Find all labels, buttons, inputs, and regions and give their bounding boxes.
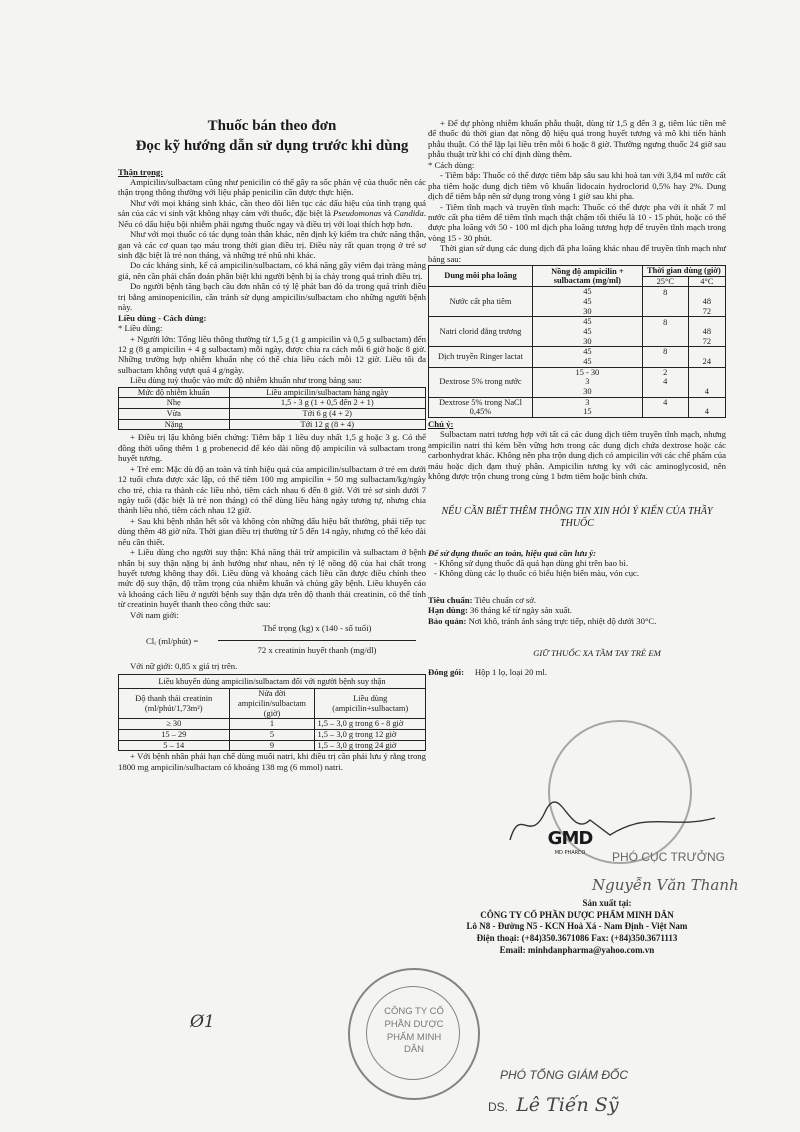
table-row [119, 729, 426, 740]
dosage-severity-intro: Liều dùng tuỳ thuộc vào mức độ nhiễm khuẩn như trong bảng sau: [130, 375, 362, 386]
stamp-text: CÔNG TY CỔ PHẦN DƯỢC PHẨM MINH DÂN [384, 1006, 444, 1056]
severity-table [118, 387, 426, 431]
table-row [429, 347, 726, 367]
formula-lhs: Clᵣ (ml/phút) = [146, 636, 199, 647]
renal-table [118, 674, 426, 752]
table-header-cell: 25°C [642, 276, 688, 287]
table-cell-line: 48 [702, 297, 712, 307]
table-row [119, 387, 426, 398]
right-column [428, 0, 726, 677]
table-cell-line [691, 368, 723, 378]
table-header-cell: Thời gian dùng (giờ) [642, 266, 725, 277]
table-cell-line: 72 [702, 306, 712, 316]
table-cell-line [645, 407, 686, 417]
read-instructions-title: Đọc kỹ hướng dẫn sử dụng trước khi dùng [135, 138, 409, 155]
table-cell: Dextrose 5% trong NaCl 0,45% [429, 397, 533, 417]
precautions-p1: Ampicilin/sulbactam cũng như penicilin có thể gây ra sốc phản vệ của thuốc nên các thận trọng thông thường với liệu pháp penicilin cần được thực hiện. [118, 176, 426, 198]
logo-mark: GMD [547, 828, 593, 849]
table-cell: 1,5 – 3,0 g trong 6 - 8 giờ [315, 719, 426, 730]
compatibility-note: Sulbactam natri tương hợp với tất cả các dung dịch tiêm truyền tĩnh mạch, nhưng ampicilin natri thì kém bền vững hơn trong các dung dịch chứa dextrose hoặc các carbonhydrat khác. Không nên pha trộn dung dịch có ampicilin với các chế phẩm của máu hoặc dịch đạm thuỷ phân. Ampicilin tương kỵ với các aminoglycosid, nên không được trộn chung trong cùng 1 bơm tiêm hoặc bình chứa. [428, 429, 726, 482]
table-cell: 5 – 14 [119, 740, 230, 751]
dosage-duration: + Sau khi bệnh nhân hết sốt và không còn những dấu hiệu bất thường, phải tiếp tục dùng thêm 48 giờ nữa. Thời gian điều trị thường từ 5 đến 14 ngày, nhưng có thể kéo dài nếu cần thiết. [118, 515, 426, 547]
table-cell: Tới 12 g (8 + 4) [229, 419, 425, 430]
clearance-formula [118, 623, 426, 661]
table-cell [688, 287, 725, 317]
table-cell-line [691, 317, 723, 327]
packaging-line: Đóng gói: Hộp 1 lọ, loại 20 ml. [428, 666, 547, 677]
table-cell-line: 45 [583, 347, 592, 357]
advice-text: NẾU CẦN BIẾT THÊM THÔNG TIN XIN HỎI Ý KIẾN CỦA THẦY THUỐC [441, 505, 713, 529]
director-title: PHÓ TỔNG GIÁM ĐỐC [500, 1068, 629, 1082]
table-cell-line: 45 [583, 327, 592, 337]
table-cell: 9 [229, 740, 315, 751]
table-cell: Tới 6 g (4 + 2) [229, 409, 425, 420]
men-label: Với nam giới: [130, 609, 179, 620]
company-address: Lô N8 - Đường N5 - KCN Hoà Xá - Nam Định - Việt Nam [466, 921, 688, 932]
administration-im: - Tiêm bắp: Thuốc có thể được tiêm bắp sâu sau khi hoà tan với 3,84 ml nước cất pha tiêm hoặc dung dịch tiêm vô khuẩn lidocain hydroclorid 0,5% hay 2%. Dung dịch để tiêm bắp nên sử dụng trong vòng 1 giờ sau khi pha. [428, 170, 726, 202]
dilution-intro: Thời gian sử dụng các dung dịch đã pha loãng khác nhau để truyền tĩnh mạch như bảng sau: [428, 243, 726, 264]
table-cell [688, 347, 725, 367]
table-cell: Nhẹ [119, 398, 230, 409]
precautions-p4: Do các kháng sinh, kể cả ampicilin/sulbactam, có khả năng gây viêm đại tràng màng giả, nên cần phải chẩn đoán phân biệt khi người bệnh bị ỉa chảy trong quá trình điều trị. [118, 260, 426, 281]
table-cell: Vừa [119, 409, 230, 420]
table-row [119, 719, 426, 730]
dilution-table-body [429, 287, 726, 418]
director-line [488, 1094, 619, 1117]
note-heading: Chú ý: [428, 418, 454, 429]
table-cell-line: 4 [704, 386, 709, 396]
table-cell-line: 8 [663, 347, 668, 357]
table-cell: Nặng [119, 419, 230, 430]
table-header-cell: Liều ampicilin/sulbactam hàng ngày [229, 387, 425, 398]
table-cell-line: 24 [702, 356, 712, 366]
table-cell-line: 30 [583, 306, 592, 316]
surgery-prophylaxis: + Để dự phòng nhiễm khuẩn phẫu thuật, dùng từ 1,5 g đến 3 g, tiêm lúc tiền mê để thuốc đủ thời gian đạt nồng độ hiệu quả trong huyết tương và mô khi tiến hành phẫu thuật. Có thể lặp lại liều trên mỗi 6 hoặc 8 giờ. Thường ngưng thuốc 24 giờ sau phẫu thuật trừ khi có chỉ định dùng thêm. [428, 118, 726, 160]
table-cell [532, 347, 642, 367]
left-column [118, 0, 426, 772]
precautions-p5: Do người bệnh tăng bạch cầu đơn nhân có tỷ lệ phát ban đỏ da trong quá trình điều trị bằng aminopenicilin, cần tránh sử dụng ampicilin/sulbactam cho những người bệnh này. [118, 281, 426, 313]
table-cell-line: 3 [585, 377, 590, 387]
signature-scribble [500, 800, 720, 850]
table-cell: Dịch truyền Ringer lactat [429, 347, 533, 367]
prescription-title: Thuốc bán theo đơn [207, 118, 337, 134]
table-header-cell: Liều dùng (ampicilin+sulbactam) [315, 689, 426, 719]
safe-use-heading: Để sử dụng thuốc an toàn, hiệu quả cần lưu ý: [428, 547, 597, 558]
dosage-gonorrhea: + Điều trị lậu không biến chứng: Tiêm bắp 1 liều duy nhất 1,5 g hoặc 3 g. Có thể đồng thời uống thêm 1 g probenecid để kéo dài nồng độ ampicilin và sulbactam trong huyết tương. [118, 432, 426, 464]
table-cell-line [691, 398, 723, 408]
table-row [429, 287, 726, 317]
table-cell-line [691, 288, 723, 298]
table-row [429, 397, 726, 417]
table-cell [688, 317, 725, 347]
keep-away-text: GIỮ THUỐC XA TẦM TAY TRẺ EM [533, 648, 661, 659]
table-cell-line: 45 [583, 297, 592, 307]
table-cell [642, 317, 688, 347]
table-cell-line [691, 347, 723, 357]
table-cell-line: 72 [702, 336, 712, 346]
deputy-title: PHÓ CỤC TRƯỞNG [612, 850, 725, 864]
table-caption: Liều khuyến dùng ampicilin/sulbactam đối với người bệnh suy thận [119, 674, 426, 689]
table-cell [642, 397, 688, 417]
precautions-heading: Thận trọng: [118, 166, 164, 177]
table-cell: ≥ 30 [119, 719, 230, 730]
table-cell-line [645, 327, 686, 337]
table-cell [688, 397, 725, 417]
director-prefix: DS. [488, 1100, 509, 1114]
table-cell-line [645, 357, 686, 367]
dosage-adult: + Người lớn: Tổng liều thông thường từ 1,5 g (1 g ampicilin và 0,5 g sulbactam) đến 12 g (8 g ampicilin + 4 g sulbactam) mỗi ngày, được chia ra cách mỗi 6 giờ hoặc 8 giờ. Những trường hợp nhiễm khuẩn nhẹ có thể chia liều cách mỗi 12 giờ. Liều tối đa sulbactam không vượt quá 4 g/ngày. [118, 333, 426, 375]
table-cell-line: 4 [704, 407, 709, 417]
table-cell-line [645, 297, 686, 307]
handwritten-mark: Ø1 [190, 1012, 215, 1032]
expiry-line: Hạn dùng: 36 tháng kể từ ngày sản xuất. [428, 605, 572, 616]
table-cell-line: 2 [663, 367, 668, 377]
table-cell-line [645, 387, 686, 397]
table-cell-line: 4 [663, 397, 668, 407]
table-cell [532, 317, 642, 347]
table-cell [642, 367, 688, 397]
table-cell: 15 – 29 [119, 729, 230, 740]
table-cell [532, 287, 642, 317]
dosage-renal: + Liều dùng cho người suy thận: Khả năng thải trừ ampicilin và sulbactam ở bệnh nhân bị suy thận nặng bị ảnh hưởng như nhau, nên tỷ lệ nồng độ của hai chất trong huyết tương không thay đổi. Liều dùng và khoảng cách liều cần được điều chỉnh theo mức độ suy thận, độ trầm trọng của nhiễm khuẩn và chủng gây bệnh. Liều khuyến cáo và khoảng cách liều ở người bệnh suy thận dựa trên độ thanh thải creatinin, có thể tính từ creatinin huyết thanh theo công thức sau: [118, 547, 426, 610]
table-header-cell: Nửa đời ampicilin/sulbactam (giờ) [229, 689, 315, 719]
dosage-heading: Liều dùng - Cách dùng: [118, 312, 207, 323]
table-cell-line: 8 [663, 287, 668, 297]
dosage-children: + Trẻ em: Mặc dù độ an toàn và tính hiệu quả của ampicilin/sulbactam ở trẻ em dưới 12 tuổi chưa được xác lập, có thể tiêm 100 mg ampicilin + 50 mg sulbactam/kg/ngày cho trẻ, chia ra thành các liều nhỏ, tiêm cách nhau 6 đến 8 giờ. Với trẻ sơ sinh dưới 7 ngày tuổi (đặc biệt là trẻ non tháng) có thể dùng liều hàng ngày tương tự, nhưng chia thành liều nhỏ, tiêm cách nhau 12 giờ. [118, 463, 426, 516]
table-header-cell: Nồng độ ampicilin + sulbactam (mg/ml) [532, 266, 642, 287]
table-cell-line: 4 [663, 377, 668, 387]
table-row [429, 367, 726, 397]
logo-caption: MD PHARCO [554, 849, 586, 856]
formula-denominator: 72 x creatinin huyết thanh (mg/dl) [257, 645, 377, 656]
table-cell: 1,5 - 3 g (1 + 0,5 đến 2 + 1) [229, 398, 425, 409]
table-cell [642, 347, 688, 367]
table-cell [532, 367, 642, 397]
table-cell-line: 30 [583, 387, 592, 396]
dosage-sub: * Liều dùng: [118, 323, 163, 334]
safe-use-1: - Không sử dụng thuốc đã quá hạn dùng ghi trên bao bì. [434, 558, 629, 569]
table-row [119, 689, 426, 719]
sodium-note: + Với bệnh nhân phải hạn chế dùng muối natri, khi điều trị cần phải lưu ý rằng trong 1800 mg ampicilin/sulbactam có khoảng 138 mg (6 mmol) natri. [118, 751, 426, 772]
table-cell: Natri clorid đẳng trương [429, 317, 533, 347]
table-cell-line: 8 [663, 317, 668, 327]
precautions-p2: Như với mọi kháng sinh khác, cần theo dõi liên tục các dấu hiệu của tình trạng quá sản của các vi sinh vật không nhạy cảm với thuốc, đặc biệt là Pseudomonas và Candida. Nếu có dấu hiệu bội nhiễm phải ngưng thuốc ngay và điều trị với loại thích hợp hơn. [118, 197, 426, 229]
table-cell-line [691, 377, 723, 387]
table-cell [642, 287, 688, 317]
women-label: Với nữ giới: 0,85 x giá trị trên. [130, 661, 238, 672]
safe-use-2: - Không dùng các lọ thuốc có biểu hiện biến màu, vón cục. [434, 568, 640, 579]
table-cell-line [645, 337, 686, 347]
table-header-cell: Độ thanh thải creatinin (ml/phút/1,73m²) [119, 689, 230, 719]
table-cell-line: 30 [583, 336, 592, 346]
manufacturer-block [428, 898, 726, 956]
deputy-signature-name: Nguyễn Văn Thanh [592, 876, 739, 894]
company-stamp [348, 968, 480, 1100]
standard-line: Tiêu chuẩn: Tiêu chuẩn cơ sở. [428, 594, 536, 605]
dilution-table [428, 265, 726, 418]
table-cell [532, 397, 642, 417]
table-cell-line: 45 [583, 357, 592, 367]
manufacturer-label: Sản xuất tại: [582, 898, 632, 908]
table-cell: Nước cất pha tiêm [429, 287, 533, 317]
table-cell-line: 45 [583, 287, 592, 297]
table-cell: 5 [229, 729, 315, 740]
company-name: CÔNG TY CỔ PHẦN DƯỢC PHẨM MINH DÂN [480, 909, 674, 920]
table-row [119, 398, 426, 409]
table-cell-line: 15 - 30 [575, 367, 600, 377]
table-row [119, 740, 426, 751]
company-phone: Điện thoại: (+84)350.3671086 Fax: (+84)350.3671113 [476, 933, 678, 944]
table-header-cell: Dung môi pha loãng [429, 266, 533, 287]
table-cell: 1 [229, 719, 315, 730]
director-name: Lê Tiến Sỹ [516, 1094, 619, 1116]
table-cell: Dextrose 5% trong nước [429, 367, 533, 397]
table-row [429, 317, 726, 347]
table-row [119, 419, 426, 430]
administration-iv: - Tiêm tĩnh mạch và truyền tĩnh mạch: Thuốc có thể được pha với ít nhất 7 ml nước cất pha tiêm để tiêm tĩnh mạch thật chậm tối thiểu là 10 - 15 phút, hoặc có thể được pha loãng với 50 - 100 ml dịch pha loãng tương hợp để truyền tĩnh mạch trong vòng 15 - 30 phút. [428, 201, 726, 243]
table-row [429, 266, 726, 277]
company-email: Email: minhdanpharma@yahoo.com.vn [499, 944, 655, 955]
storage-line: Bảo quản: Nơi khô, tránh ánh sáng trực tiếp, nhiệt độ dưới 30°C. [428, 615, 657, 626]
formula-numerator: Thể trọng (kg) x (140 - số tuổi) [262, 623, 372, 634]
table-header-cell: 4°C [688, 276, 725, 287]
table-cell-line: 48 [702, 326, 712, 336]
formula-fraction-bar [218, 640, 416, 641]
official-signature [500, 800, 720, 850]
table-row [119, 409, 426, 420]
precautions-p3: Như với mọi thuốc có tác dụng toàn thân khác, nên định kỳ kiểm tra chức năng thận, gan và các cơ quan tạo máu trong thời gian điều trị. Điều này rất quan trọng ở trẻ sơ sinh đặc biệt là trẻ non tháng, và những trẻ nhũ nhi khác. [118, 229, 426, 260]
table-cell: 1,5 – 3,0 g trong 24 giờ [315, 740, 426, 751]
table-cell: 1,5 – 3,0 g trong 12 giờ [315, 729, 426, 740]
table-row [119, 674, 426, 689]
table-cell [688, 367, 725, 397]
table-cell-line: 45 [583, 317, 592, 327]
table-header-cell: Mức độ nhiễm khuẩn [119, 387, 230, 398]
administration-heading: * Cách dùng: [428, 159, 475, 170]
table-cell-line: 15 [583, 407, 592, 417]
table-cell-line [645, 307, 686, 317]
table-cell-line: 3 [585, 397, 590, 407]
